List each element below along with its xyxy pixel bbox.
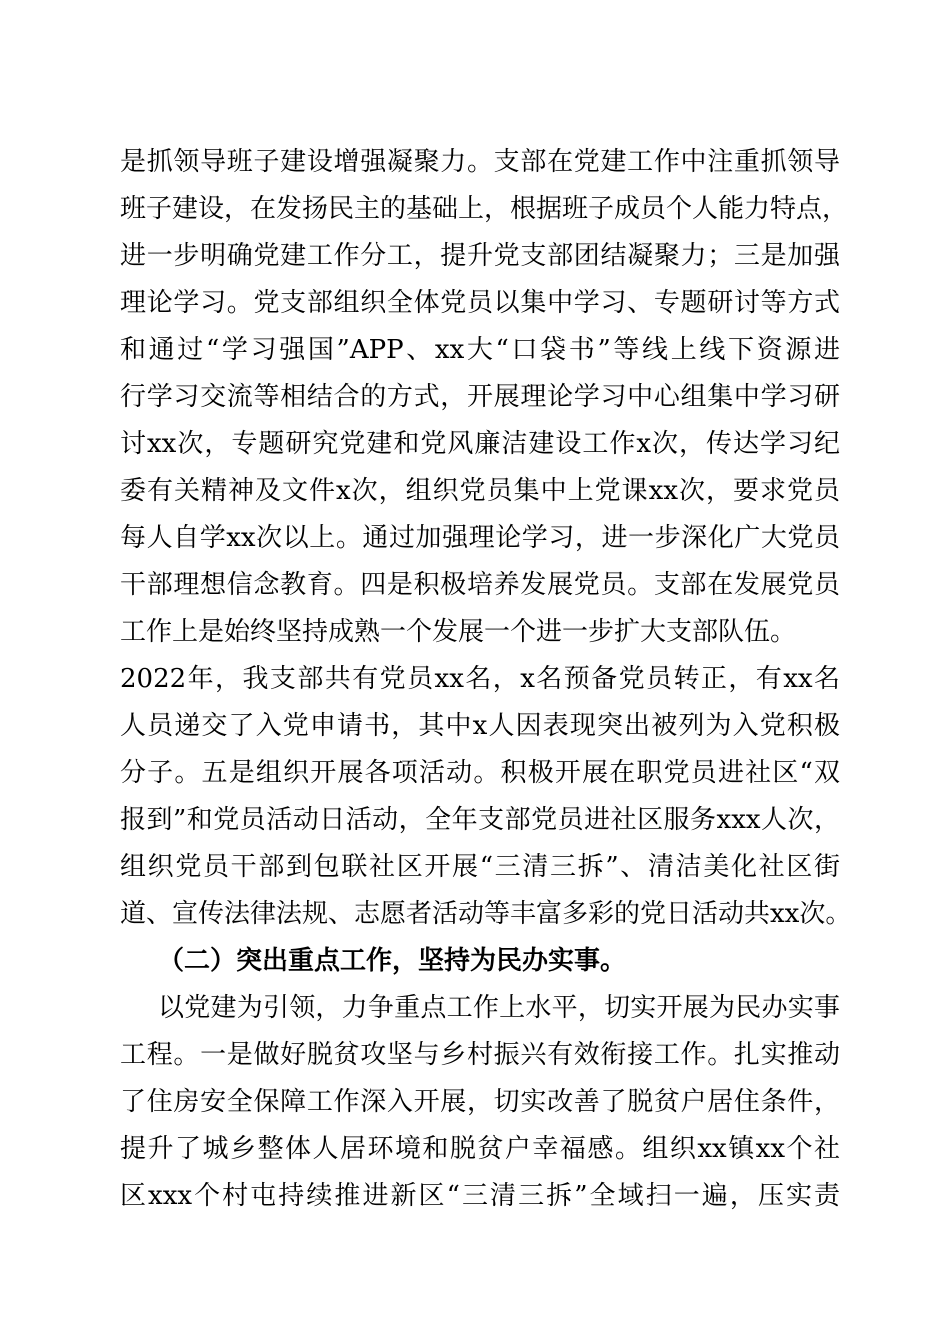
paragraph-line: 班子建设，在发扬民主的基础上，根据班子成员个人能力特点， (120, 194, 849, 224)
paragraph-line: 行学习交流等相结合的方式，开展理论学习中心组集中学习研 (120, 382, 840, 412)
paragraph-line: 干部理想信念教育。四是积极培养发展党员。支部在发展党员 (120, 570, 840, 600)
paragraph-line: 提升了城乡整体人居环境和脱贫户幸福感。组织xx镇xx个社 (120, 1134, 840, 1164)
paragraph-line: 是抓领导班子建设增强凝聚力。支部在党建工作中注重抓领导 (120, 147, 840, 177)
paragraph-line: 讨xx次，专题研究党建和党风廉洁建设工作x次，传达学习纪 (120, 429, 840, 459)
section-heading: （二）突出重点工作，坚持为民办实事。 (158, 946, 627, 976)
paragraph-line: 人员递交了入党申请书，其中x人因表现突出被列为入党积极 (120, 711, 840, 741)
paragraph-line: 工作上是始终坚持成熟一个发展一个进一步扩大支部队伍。 (120, 617, 797, 647)
paragraph-line: 报到”和党员活动日活动，全年支部党员进社区服务xxx人次， (120, 805, 840, 835)
paragraph-line: 以党建为引领，力争重点工作上水平，切实开展为民办实事 (158, 993, 840, 1023)
paragraph-line: 道、宣传法律法规、志愿者活动等丰富多彩的党日活动共xx次。 (120, 899, 852, 929)
paragraph-line: 2022年，我支部共有党员xx名，x名预备党员转正，有xx名 (120, 664, 840, 694)
paragraph-line: 进一步明确党建工作分工，提升党支部团结凝聚力；三是加强 (120, 241, 840, 271)
paragraph-line: 了住房安全保障工作深入开展，切实改善了脱贫户居住条件， (120, 1087, 840, 1117)
paragraph-line: 组织党员干部到包联社区开展“三清三拆”、清洁美化社区街 (120, 852, 840, 882)
paragraph-line: 每人自学xx次以上。通过加强理论学习，进一步深化广大党员 (120, 523, 840, 553)
paragraph-line: 分子。五是组织开展各项活动。积极开展在职党员进社区“双 (120, 758, 840, 788)
paragraph-line: 和通过“学习强国”APP、xx大“口袋书”等线上线下资源进 (120, 335, 840, 365)
paragraph-line: 工程。一是做好脱贫攻坚与乡村振兴有效衔接工作。扎实推动 (120, 1040, 840, 1070)
paragraph-line: 理论学习。党支部组织全体党员以集中学习、专题研讨等方式 (120, 288, 840, 318)
paragraph-line: 委有关精神及文件x次，组织党员集中上党课xx次，要求党员 (120, 476, 840, 506)
paragraph-line: 区xxx个村屯持续推进新区“三清三拆”全域扫一遍，压实责 (120, 1181, 840, 1211)
